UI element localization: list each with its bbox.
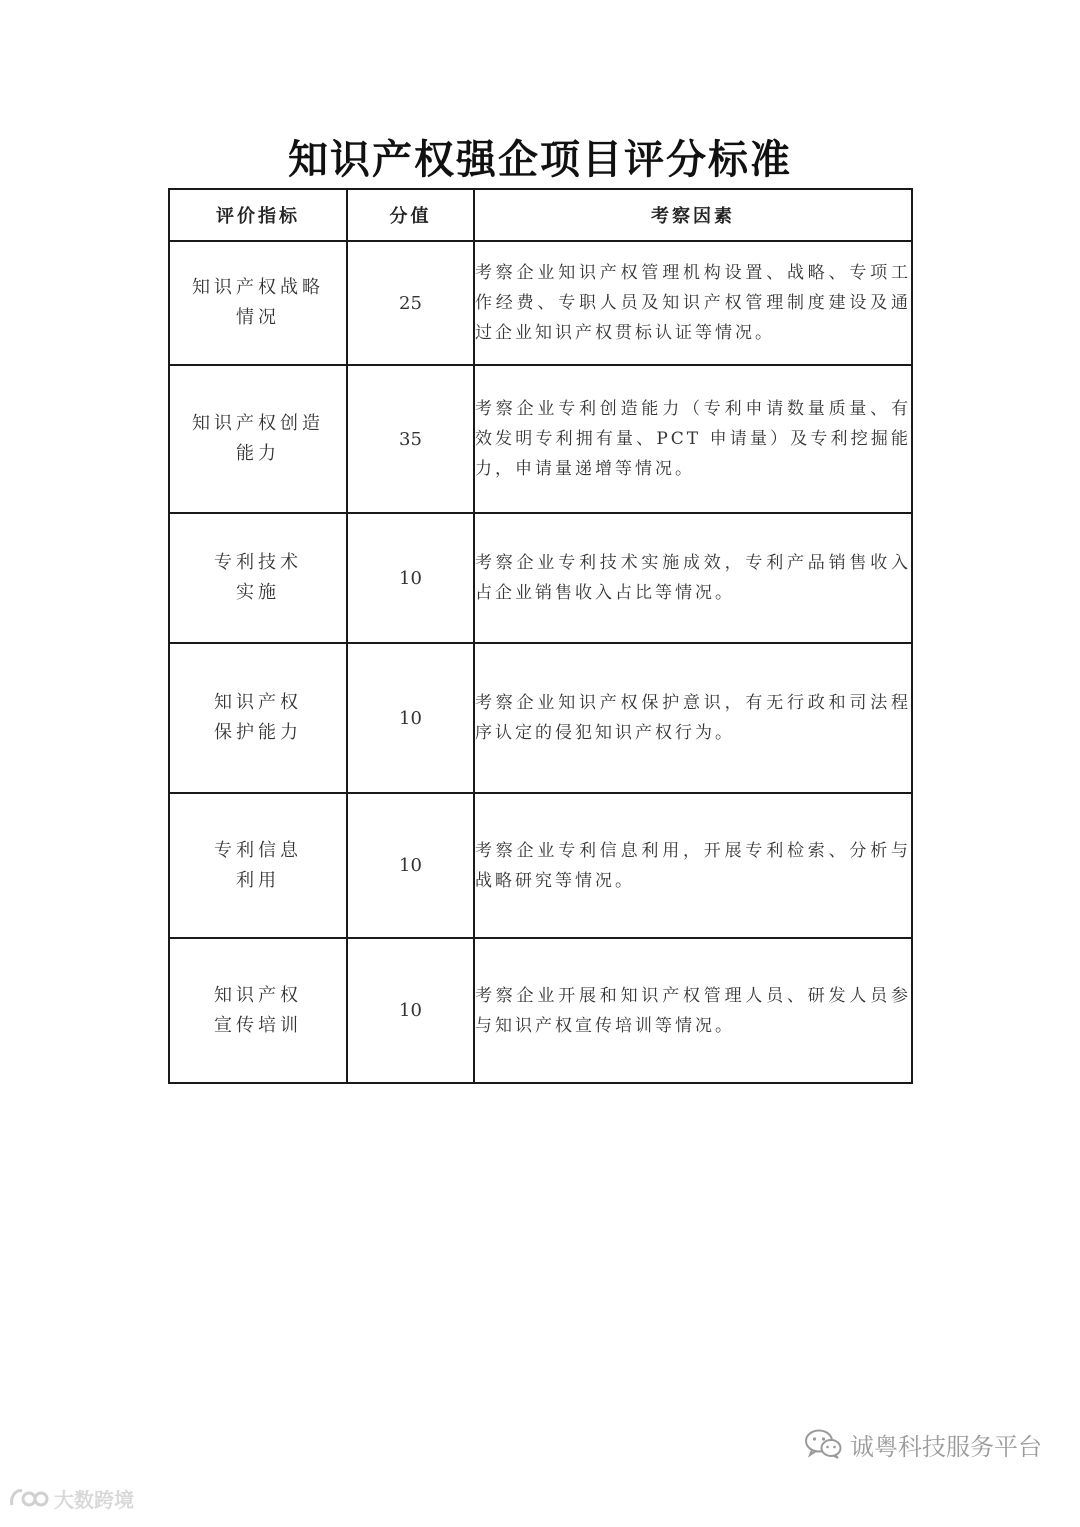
indicator-cell: [169, 365, 347, 513]
score-cell: 10: [347, 793, 474, 938]
indicator-line: 专利信息: [214, 839, 302, 861]
indicator-cell: [169, 793, 347, 938]
indicator-line: 知识产权创造: [192, 413, 324, 434]
indicator-cell: [169, 643, 347, 793]
indicator-line: 知识产权: [214, 692, 302, 713]
brand-logo-icon: [8, 1485, 50, 1511]
indicator-line: 情况: [236, 307, 280, 328]
indicator-cell: [169, 938, 347, 1083]
indicator-line: 保护能力: [214, 722, 302, 743]
indicator-line: 利用: [236, 869, 280, 891]
score-cell: 10: [347, 643, 474, 793]
table-header-row: [169, 189, 912, 241]
indicator-line: 专利技术: [214, 552, 302, 573]
score-cell: 25: [347, 241, 474, 365]
table-row: [169, 513, 912, 643]
header-indicator: 评价指标: [169, 189, 347, 241]
indicator-line: 宣传培训: [214, 1014, 302, 1036]
scoring-table: [168, 188, 913, 1084]
factors-cell: 考察企业专利技术实施成效，专利产品销售收入占企业销售收入占比等情况。: [474, 513, 912, 643]
wechat-watermark: [804, 1427, 1042, 1461]
header-factors: 考察因素: [474, 189, 912, 241]
score-cell: 35: [347, 365, 474, 513]
indicator-line: 知识产权: [214, 984, 302, 1006]
table-row: [169, 643, 912, 793]
factors-cell: 考察企业知识产权管理机构设置、战略、专项工作经费、专职人员及知识产权管理制度建设及通过企业知识产权贯标认证等情况。: [474, 241, 912, 365]
table-row: [169, 241, 912, 365]
factors-cell: 考察企业开展和知识产权管理人员、研发人员参与知识产权宣传培训等情况。: [474, 938, 912, 1083]
indicator-cell: [169, 513, 347, 643]
table-row: [169, 938, 912, 1083]
header-score: 分值: [347, 189, 474, 241]
factors-cell: 考察企业专利信息利用，开展专利检索、分析与战略研究等情况。: [474, 793, 912, 938]
page-title: 知识产权强企项目评分标准: [288, 137, 792, 183]
wechat-watermark-text: 诚粤科技服务平台: [850, 1432, 1042, 1461]
brand-watermark: [8, 1482, 134, 1514]
indicator-line: 知识产权战略: [192, 277, 324, 298]
brand-watermark-text: 大数跨境: [54, 1487, 134, 1512]
factors-cell: 考察企业专利创造能力（专利申请数量质量、有效发明专利拥有量、PCT 申请量）及专利挖掘能力，申请量递增等情况。: [474, 365, 912, 513]
score-cell: 10: [347, 513, 474, 643]
indicator-cell: [169, 241, 347, 365]
indicator-line: 实施: [236, 582, 280, 603]
score-cell: 10: [347, 938, 474, 1083]
table-row: [169, 365, 912, 513]
factors-cell: 考察企业知识产权保护意识，有无行政和司法程序认定的侵犯知识产权行为。: [474, 643, 912, 793]
indicator-line: 能力: [236, 443, 280, 464]
table-row: [169, 793, 912, 938]
wechat-icon: [804, 1429, 842, 1459]
